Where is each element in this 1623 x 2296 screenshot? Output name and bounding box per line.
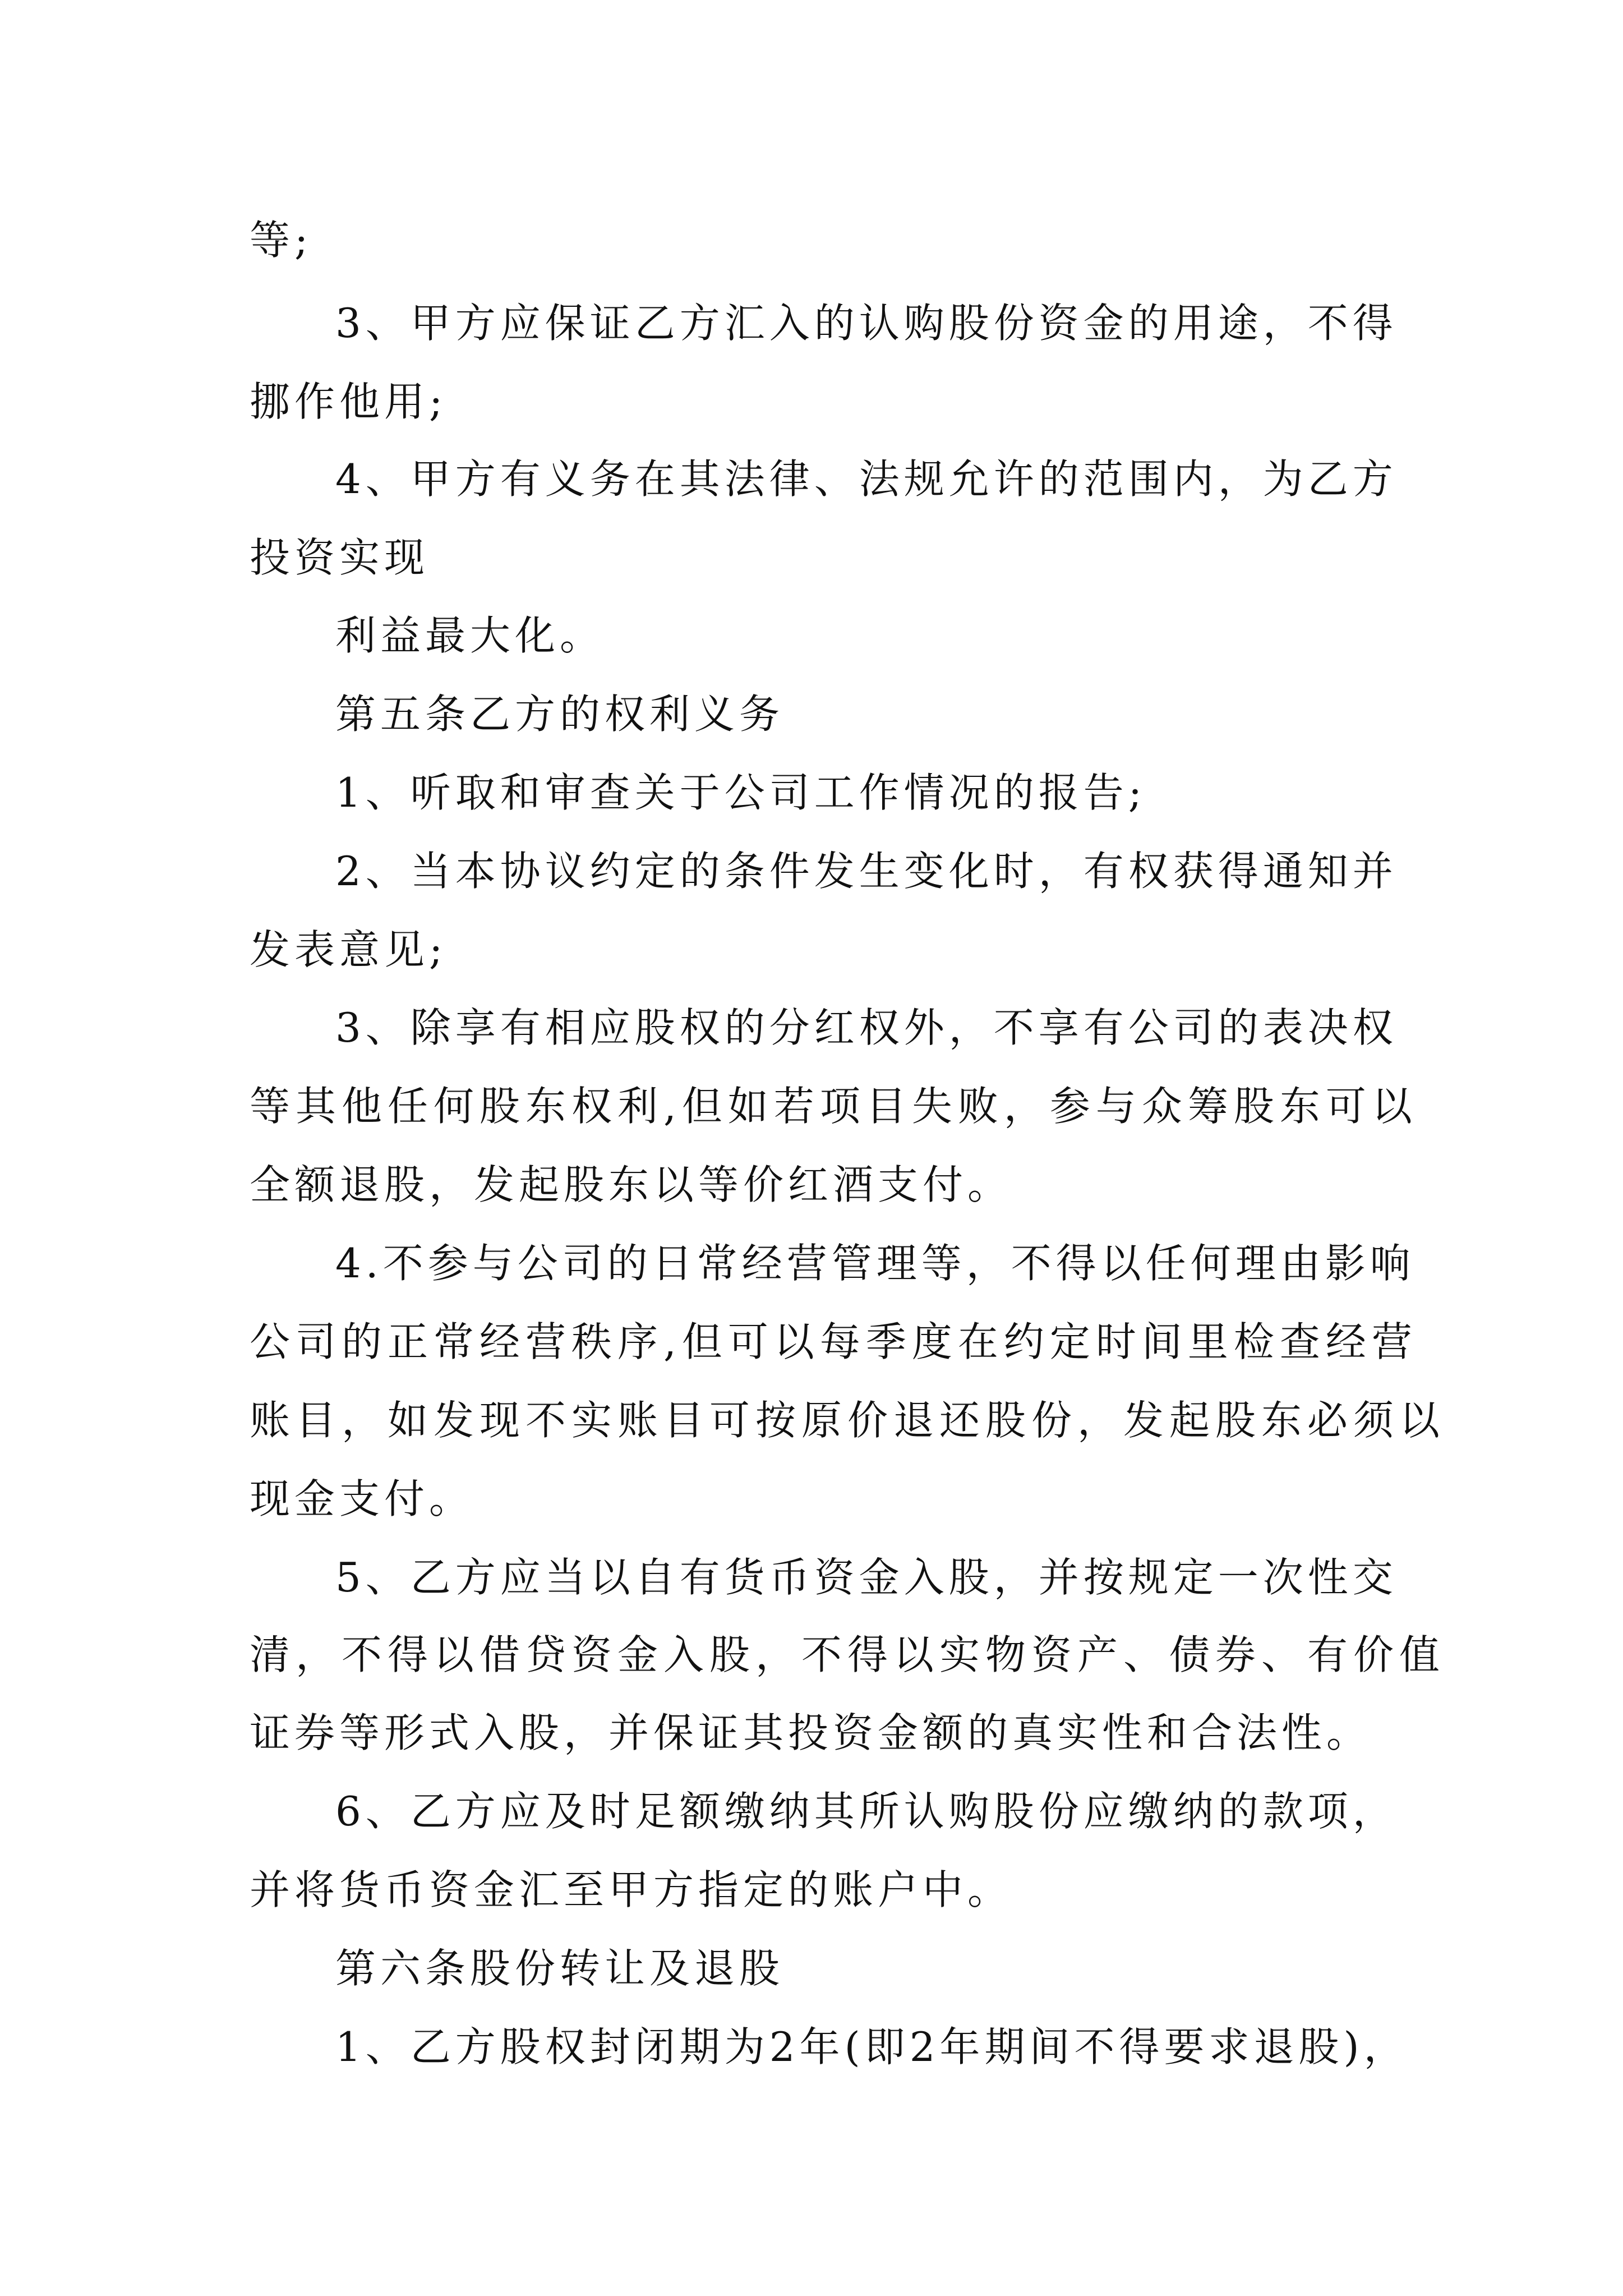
text-line-11: 3、除享有相应股权的分红权外，不享有公司的表决权 [335,1004,1398,1051]
text-line-19: 清，不得以借贷资金入股，不得以实物资产、债券、有价值 [250,1631,1446,1678]
text-line-13: 全额退股，发起股东以等价红酒支付。 [250,1161,1013,1208]
text-line-16: 账目，如发现不实账目可按原价退还股份，发起股东必须以 [250,1397,1446,1444]
text-line-6: 利益最大化。 [335,612,605,659]
text-line-3: 挪作他用; [250,378,448,425]
text-line-20: 证券等形式入股，并保证其投资金额的真实性和合法性。 [250,1709,1372,1756]
text-line-18: 5、乙方应当以自有货币资金入股，并按规定一次性交 [335,1554,1398,1601]
text-line-5: 投资实现 [250,534,430,581]
text-line-4: 4、甲方有义务在其法律、法规允许的范围内，为乙方 [335,455,1398,503]
text-line-12: 等其他任何股东权利,但如若项目失败，参与众筹股东可以 [250,1083,1418,1130]
text-line-10: 发表意见; [250,926,448,973]
text-line-21: 6、乙方应及时足额缴纳其所认购股份应缴纳的款项， [335,1788,1398,1835]
text-line-2: 3、甲方应保证乙方汇入的认购股份资金的用途，不得 [335,300,1398,347]
text-line-17: 现金支付。 [250,1475,474,1522]
text-line-22: 并将货币资金汇至甲方指定的账户中。 [250,1866,1013,1913]
text-line-9: 2、当本协议约定的条件发生变化时，有权获得通知并 [335,848,1398,895]
text-line-15: 公司的正常经营秩序,但可以每季度在约定时间里检查经营 [250,1318,1418,1365]
text-line-14: 4.不参与公司的日常经营管理等，不得以任何理由影响 [335,1240,1415,1287]
text-line-24: 1、乙方股权封闭期为2年(即2年期间不得要求退股)， [335,2023,1409,2070]
section-heading-5: 第五条乙方的权利义务 [335,691,785,738]
text-line-1: 等; [250,217,313,264]
section-heading-6: 第六条股份转让及退股 [335,1945,785,1992]
text-line-8: 1、听取和审查关于公司工作情况的报告; [335,769,1147,816]
